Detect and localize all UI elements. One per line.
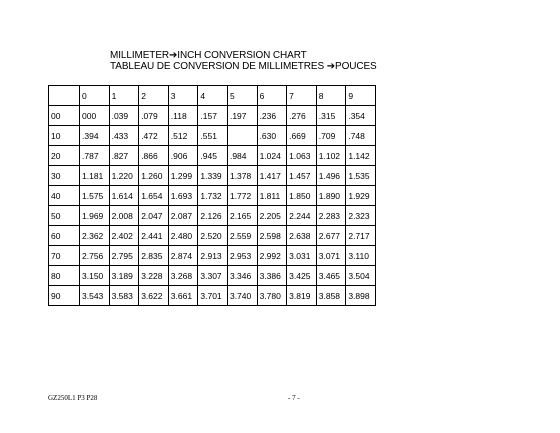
table-cell: 3.583 [109,286,139,306]
table-cell: 1.575 [80,186,110,206]
table-cell: 1.693 [168,186,198,206]
title-line2-start: TABLEAU DE CONVERSION DE MILLIMETRES [110,61,327,72]
table-cell: 2.283 [316,206,346,226]
table-cell: .866 [139,146,169,166]
table-cell: 1.378 [227,166,257,186]
table-cell: .236 [257,106,287,126]
table-cell: 2.717 [346,226,376,246]
table-cell: 2.953 [227,246,257,266]
table-header-row [49,86,376,106]
table-cell: 2.205 [257,206,287,226]
title-line1-end: INCH CONVERSION CHART [177,50,307,61]
table-cell: .945 [198,146,228,166]
table-cell: 1.890 [316,186,346,206]
table-cell: 3.465 [316,266,346,286]
table-row [49,266,376,286]
table-cell: 2.480 [168,226,198,246]
table-cell: 1 [109,86,139,106]
table-cell: 2.520 [198,226,228,246]
table-cell: 2.244 [287,206,317,226]
table-cell: 1.732 [198,186,228,206]
table-cell: .039 [109,106,139,126]
table-cell: 3.898 [346,286,376,306]
table-cell: .748 [346,126,376,146]
table-cell: .079 [139,106,169,126]
table-row [49,226,376,246]
row-label-cell: 90 [49,286,80,306]
table-cell: 2.756 [80,246,110,266]
table-cell: 000 [80,106,110,126]
table-cell: 3.071 [316,246,346,266]
table-cell: .512 [168,126,198,146]
table-cell: 3.150 [80,266,110,286]
table-cell: 1.063 [287,146,317,166]
table-cell: 2.441 [139,226,169,246]
table-cell: 1.339 [198,166,228,186]
table-row [49,246,376,266]
table-cell: .669 [287,126,317,146]
table-cell: 3.110 [346,246,376,266]
conversion-table [48,85,376,306]
table-cell: 1.417 [257,166,287,186]
title-line1-start: MILLIMETER [110,50,170,61]
table-cell: 3.504 [346,266,376,286]
table-cell: .433 [109,126,139,146]
table-cell: 3.228 [139,266,169,286]
chart-title [110,50,377,72]
table-cell: 2.402 [109,226,139,246]
table-cell: 1.260 [139,166,169,186]
table-cell: 2.874 [168,246,198,266]
row-label-cell [49,86,80,106]
row-label-cell: 60 [49,226,80,246]
table-cell: .276 [287,106,317,126]
table-cell: .472 [139,126,169,146]
table-cell [227,126,257,146]
table-cell: 1.142 [346,146,376,166]
title-line2-end: POUCES [335,61,377,72]
table-cell: 3.740 [227,286,257,306]
table-cell: 1.181 [80,166,110,186]
table-cell: 3.425 [287,266,317,286]
table-cell: .354 [346,106,376,126]
table-cell: 5 [227,86,257,106]
table-cell: 2.638 [287,226,317,246]
table-cell: 0 [80,86,110,106]
table-cell: 2.362 [80,226,110,246]
table-cell: 2.835 [139,246,169,266]
table-cell: 8 [316,86,346,106]
table-cell: 2.165 [227,206,257,226]
table-cell: .630 [257,126,287,146]
table-cell: 2.008 [109,206,139,226]
table-cell: 1.496 [316,166,346,186]
table-cell: 2.047 [139,206,169,226]
table-row [49,126,376,146]
document-code: GZ250L1 P3 P28 [48,394,98,402]
table-cell: 1.535 [346,166,376,186]
table-cell: 2.323 [346,206,376,226]
table-cell: 4 [198,86,228,106]
table-cell: 3.386 [257,266,287,286]
table-cell: 3.307 [198,266,228,286]
table-cell: 3.031 [287,246,317,266]
table-cell: .551 [198,126,228,146]
table-cell: 3.346 [227,266,257,286]
table-row [49,106,376,126]
table-cell: .118 [168,106,198,126]
table-cell: 3.819 [287,286,317,306]
table-cell: 1.811 [257,186,287,206]
row-label-cell: 40 [49,186,80,206]
table-cell: 2.913 [198,246,228,266]
row-label-cell: 80 [49,266,80,286]
table-cell: 2.087 [168,206,198,226]
table-cell: 3 [168,86,198,106]
row-label-cell: 20 [49,146,80,166]
arrow-icon: ➔ [326,61,335,72]
table-cell: .157 [198,106,228,126]
table-cell: 9 [346,86,376,106]
table-cell: .709 [316,126,346,146]
row-label-cell: 00 [49,106,80,126]
table-cell: 3.622 [139,286,169,306]
table-cell: 1.299 [168,166,198,186]
arrow-icon: ➔ [169,50,178,61]
table-row [49,206,376,226]
table-cell: 1.772 [227,186,257,206]
table-row [49,186,376,206]
table-cell: 1.614 [109,186,139,206]
table-cell: .394 [80,126,110,146]
table-cell: .315 [316,106,346,126]
page-number: - 7 - [288,394,300,402]
row-label-cell: 30 [49,166,80,186]
table-cell: 2.795 [109,246,139,266]
row-label-cell: 10 [49,126,80,146]
table-cell: 2.559 [227,226,257,246]
table-cell: 1.102 [316,146,346,166]
table-row [49,286,376,306]
table-cell: 2.992 [257,246,287,266]
table-cell: 3.701 [198,286,228,306]
title-line-french [110,61,377,72]
table-cell: 3.268 [168,266,198,286]
table-cell: 3.780 [257,286,287,306]
table-cell: 1.929 [346,186,376,206]
table-cell: 2.677 [316,226,346,246]
table-cell: 2.598 [257,226,287,246]
table-row [49,166,376,186]
table-row [49,146,376,166]
table-cell: 1.457 [287,166,317,186]
table-cell: .827 [109,146,139,166]
table-cell: .906 [168,146,198,166]
table-cell: 1.220 [109,166,139,186]
table-cell: 1.024 [257,146,287,166]
table-cell: .197 [227,106,257,126]
table-cell: 1.850 [287,186,317,206]
table-cell: 2 [139,86,169,106]
table-cell: 3.189 [109,266,139,286]
table-cell: 1.969 [80,206,110,226]
table-cell: 3.543 [80,286,110,306]
table-cell: .787 [80,146,110,166]
row-label-cell: 50 [49,206,80,226]
table-cell: 6 [257,86,287,106]
table-cell: .984 [227,146,257,166]
table-cell: 7 [287,86,317,106]
title-line-english [110,50,377,61]
table-cell: 1.654 [139,186,169,206]
table-cell: 3.661 [168,286,198,306]
table-cell: 3.858 [316,286,346,306]
table-cell: 2.126 [198,206,228,226]
row-label-cell: 70 [49,246,80,266]
